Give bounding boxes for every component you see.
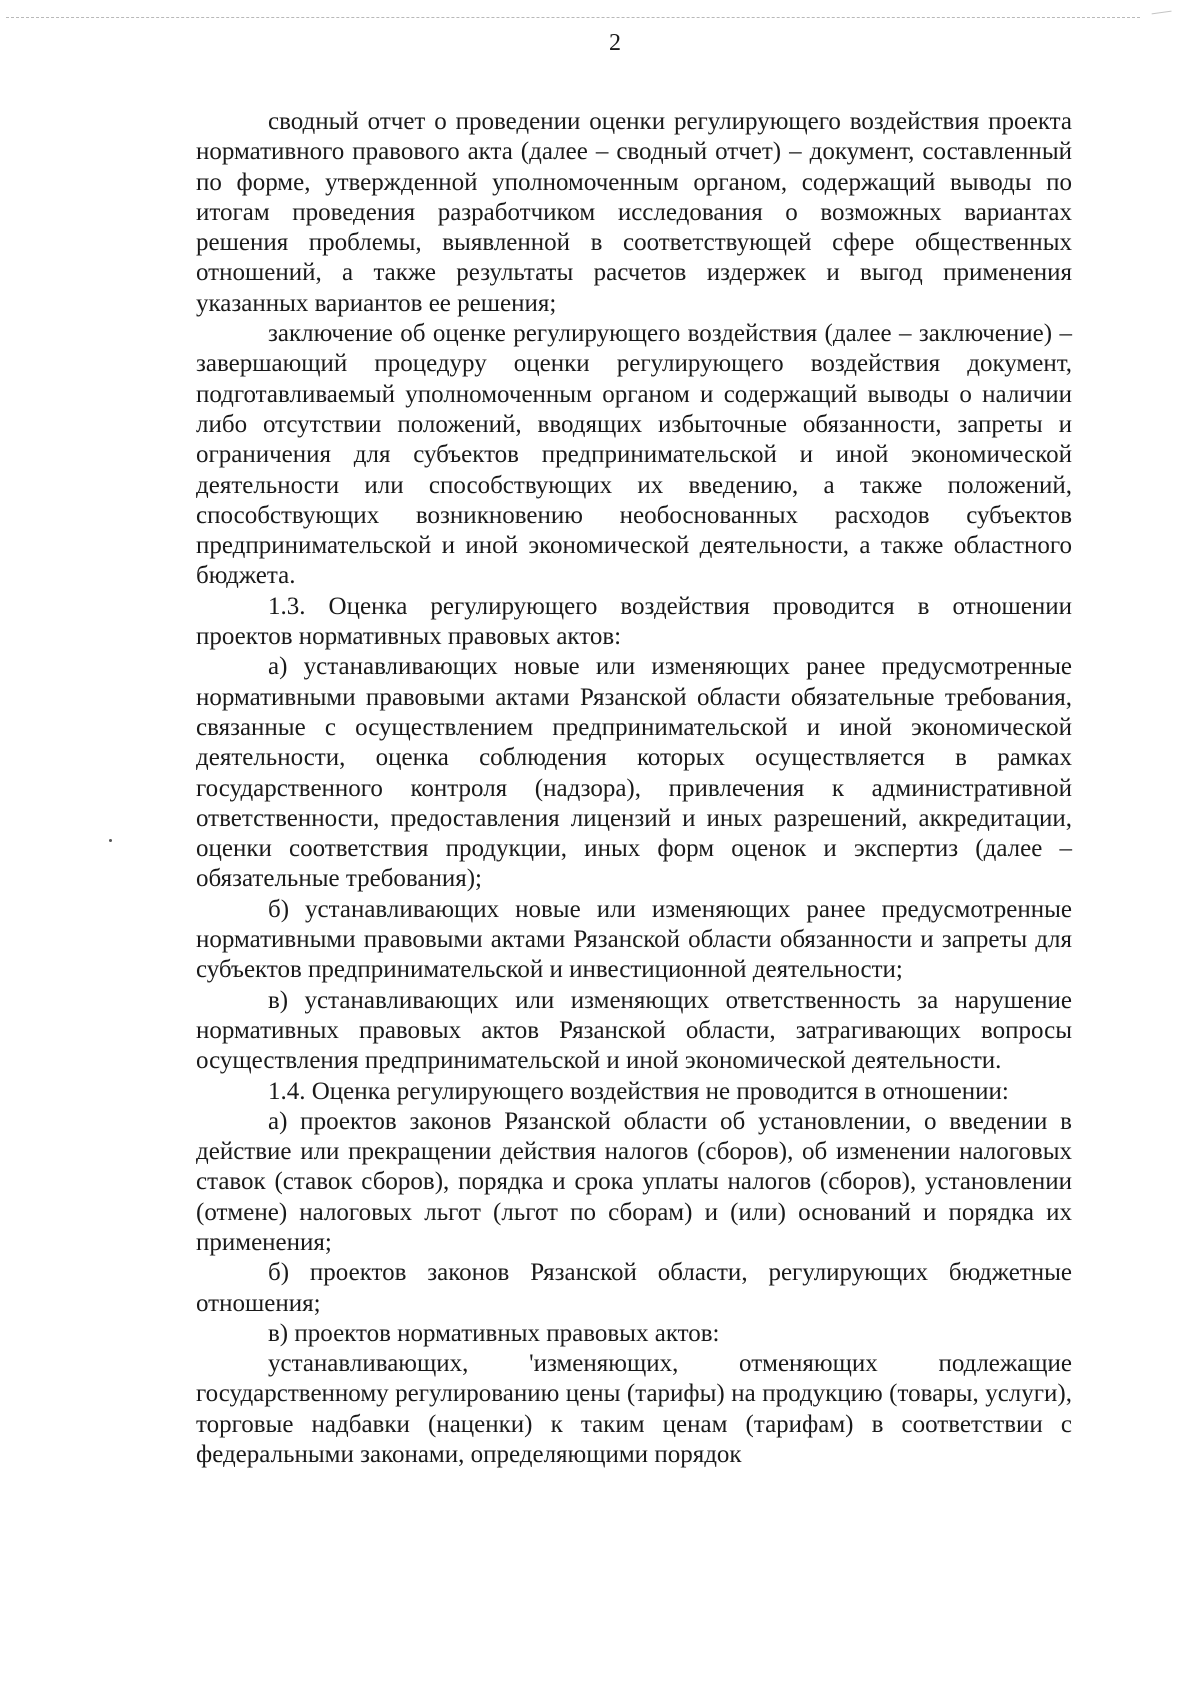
document-body — [196, 107, 1072, 1470]
paragraph-1-3: 1.3. Оценка регулирующего воздействия проводится в отношении проектов нормативных правовых актов: — [196, 592, 1072, 651]
paragraph-1-4-v: в) проектов нормативных правовых актов: — [268, 1319, 720, 1347]
paragraph-1-4-a: а) проектов законов Рязанской области об установлении, о введении в действие или прекращении действия налогов (сборов), об изменении налоговых ставок (ставок сборов), порядка и срока уплаты налогов (сборов), установлении (отмене) налоговых льгот (льгот по сборам) и (или) оснований и порядка их применения; — [196, 1107, 1072, 1256]
paragraph-1-4-v-prices: устанавливающих, 'изменяющих, отменяющих подлежащие государственному регулированию цены (тарифы) на продукцию (товары, услуги), торговые надбавки (наценки) к таким ценам (тарифам) в соответствии с федеральными законами, определяющими порядок — [196, 1350, 1072, 1469]
paragraph-1-4: 1.4. Оценка регулирующего воздействия не проводится в отношении: — [268, 1077, 1009, 1105]
scan-top-edge — [6, 17, 1140, 18]
paragraph-summary-report-definition: сводный отчет о проведении оценки регулирующего воздействия проекта нормативного правового акта (далее – сводный отчет) – документ, составленный по форме, утвержденной уполномоченным органом, содержащий выводы по итогам проведения разработчиком исследования о возможных вариантах решения проблемы, выявленной в соответствующей сфере общественных отношений, а также результаты расчетов издержек и выгод применения указанных вариантов ее решения; — [196, 108, 1072, 317]
paragraph-conclusion-definition: заключение об оценке регулирующего воздействия (далее – заключение) – завершающий процедуру оценки регулирующего воздействия документ, подготавливаемый уполномоченным органом и содержащий выводы о наличии либо отсутствии положений, вводящих избыточные обязанности, запреты и ограничения для субъектов предпринимательской и иной экономической деятельности или способствующих их введению, а также положений, способствующих возникновению необоснованных расходов субъектов предпринимательской и иной экономической деятельности, а также областного бюджета. — [196, 320, 1072, 590]
paragraph-1-3-a: а) устанавливающих новые или изменяющих ранее предусмотренные нормативными правовыми актами Рязанской области обязательные требования, связанные с осуществлением предпринимательской и иной экономической деятельности, оценка соблюдения которых осуществляется в рамках государственного контроля (надзора), привлечения к административной ответственности, предоставления лицензий и иных разрешений, аккредитации, оценки соответствия продукции, иных форм оценок и экспертиз (далее – обязательные требования); — [196, 653, 1072, 893]
paragraph-1-3-b: б) устанавливающих новые или изменяющих ранее предусмотренные нормативными правовыми актами Рязанской области обязанности и запреты для субъектов предпринимательской и инвестиционной деятельности; — [196, 895, 1072, 984]
paragraph-1-4-b: б) проектов законов Рязанской области, регулирующих бюджетные отношения; — [196, 1259, 1072, 1317]
scan-speck — [109, 839, 112, 842]
paragraph-1-3-v: в) устанавливающих или изменяющих ответственность за нарушение нормативных правовых актов Рязанской области, затрагивающих вопросы осуществления предпринимательской и иной экономической деятельности. — [196, 986, 1072, 1075]
page-number: 2 — [609, 30, 621, 56]
scan-corner-mark — [1152, 11, 1173, 21]
